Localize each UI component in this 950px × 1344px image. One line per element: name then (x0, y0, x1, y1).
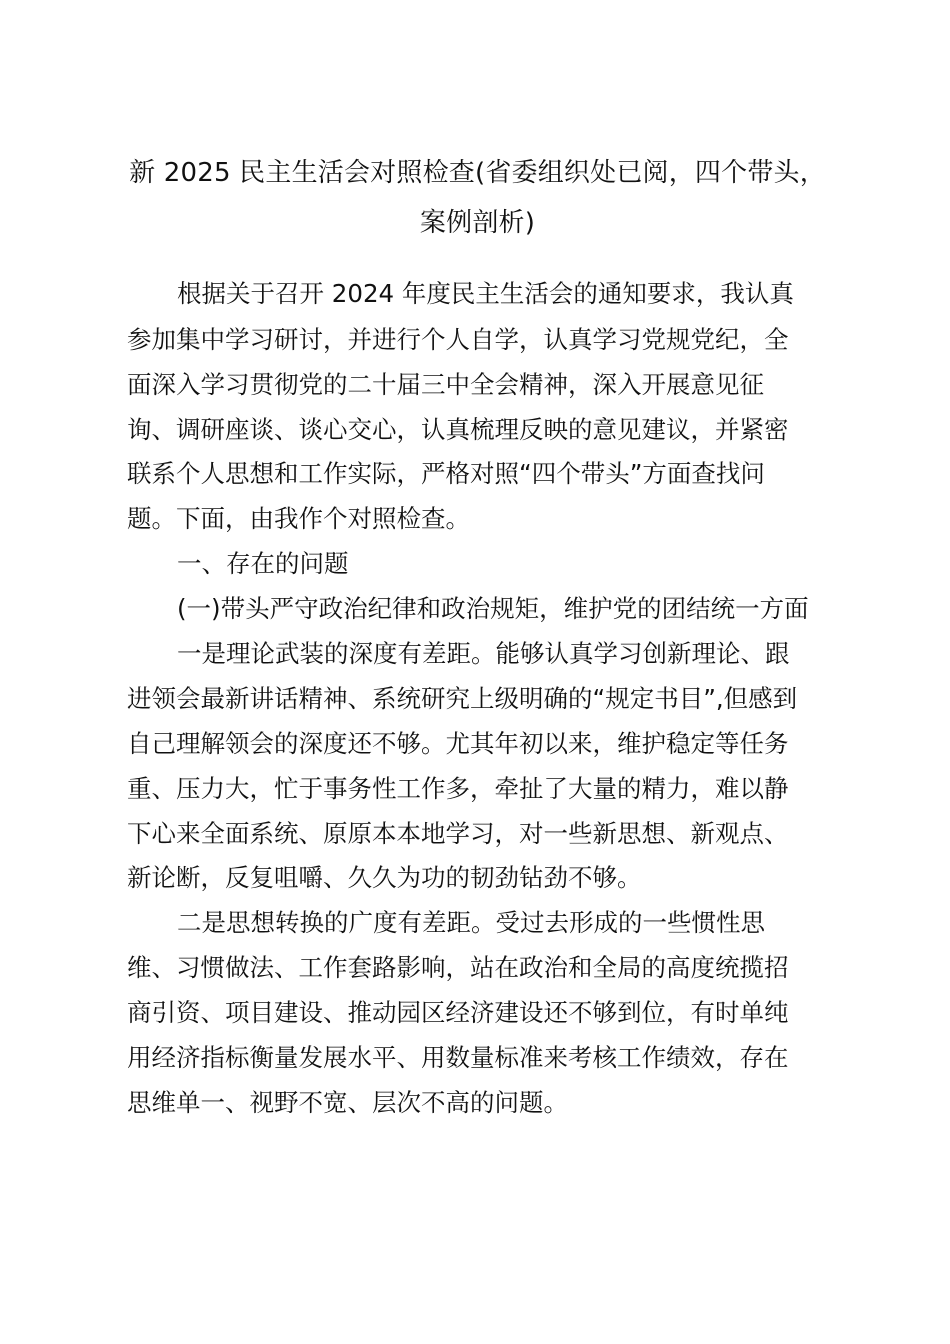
section-heading: 一、存在的问题 (177, 549, 349, 578)
paragraph-line: 题。下面，由我作个对照检查。 (127, 504, 470, 533)
paragraph-line: 商引资、项目建设、推动园区经济建设还不够到位，有时单纯 (127, 998, 789, 1027)
paragraph-line: 思维单一、视野不宽、层次不高的问题。 (127, 1088, 568, 1117)
paragraph-line: 面深入学习贯彻党的二十届三中全会精神，深入开展意见征 (127, 370, 764, 399)
paragraph-line: 重、压力大，忙于事务性工作多，牵扯了大量的精力，难以静 (127, 774, 789, 803)
document-title: 新 2025 民主生活会对照检查(省委组织处已阅，四个带头，案例剖析) (129, 158, 826, 238)
paragraph-line: 一是理论武装的深度有差距。能够认真学习创新理论、跟 (177, 639, 790, 668)
paragraph-line: 参加集中学习研讨，并进行个人自学，认真学习党规党纪，全 (127, 325, 789, 354)
paragraph-line: 下心来全面系统、原原本本地学习，对一些新思想、新观点、 (127, 819, 789, 848)
paragraph-line: 自己理解领会的深度还不够。尤其年初以来，维护稳定等任务 (127, 729, 789, 758)
paragraph-line: 维、习惯做法、工作套路影响，站在政治和全局的高度统揽招 (127, 953, 789, 982)
subsection-heading: (一)带头严守政治纪律和政治规矩，维护党的团结统一方面 (177, 594, 809, 623)
paragraph-line: 二是思想转换的广度有差距。受过去形成的一些惯性思 (177, 908, 765, 937)
paragraph-line: 进领会最新讲话精神、系统研究上级明确的“规定书目”,但感到 (127, 684, 798, 713)
paragraph-line: 根据关于召开 2024 年度民主生活会的通知要求，我认真 (177, 279, 794, 308)
paragraph-line: 联系个人思想和工作实际，严格对照“四个带头”方面查找问 (127, 459, 765, 488)
paragraph-line: 询、调研座谈、谈心交心，认真梳理反映的意见建议，并紧密 (127, 415, 789, 444)
paragraph-line: 新论断，反复咀嚼、久久为功的韧劲钻劲不够。 (127, 863, 642, 892)
paragraph-line: 用经济指标衡量发展水平、用数量标准来考核工作绩效，存在 (127, 1043, 789, 1072)
